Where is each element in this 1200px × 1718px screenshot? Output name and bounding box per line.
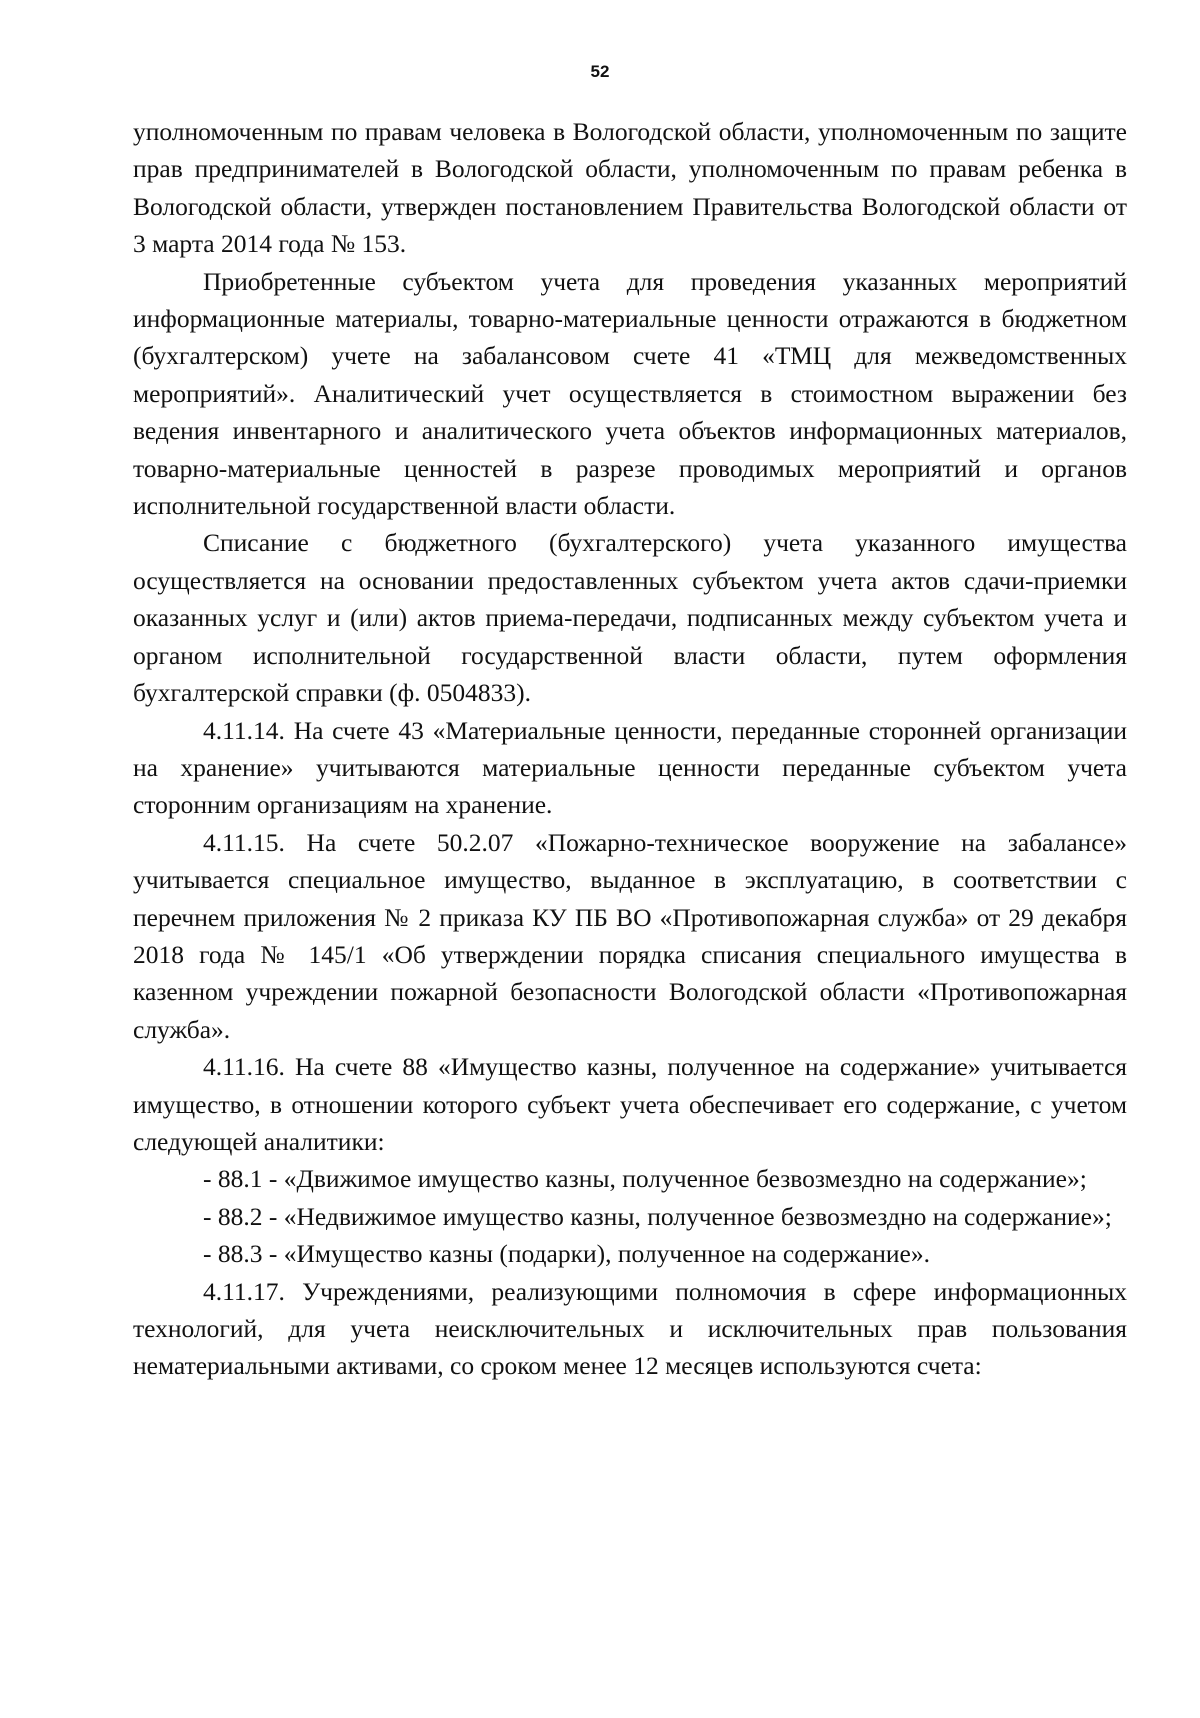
list-item-88-1: - 88.1 - «Движимое имущество казны, полученное безвозмездно на содержание»; [203, 1164, 1087, 1194]
document-body [133, 113, 1127, 1385]
list-item-88-3: - 88.3 - «Имущество казны (подарки), полученное на содержание». [203, 1239, 930, 1269]
paragraph-4-11-15: 4.11.15. На счете 50.2.07 «Пожарно-техническое вооружение на забалансе» учитывается специальное имущество, выданное в эксплуатацию, в соответствии с перечнем приложения № 2 приказа КУ ПБ ВО «Противопожарная служба» от 29 декабря 2018 года № 145/1 «Об утверждении порядка списания специального имущества в казенном учреждении пожарной безопасности Вологодской области «Противопожарная служба». [133, 827, 1127, 1044]
paragraph-acquired-materials: Приобретенные субъектом учета для проведения указанных мероприятий информационные материалы, товарно-материальные ценности отражаются в бюджетном (бухгалтерском) учете на забалансовом счете 41 «ТМЦ для межведомственных мероприятий». Аналитический учет осуществляется в стоимостном выражении без ведения инвентарного и аналитического учета объектов информационных материалов, товарно-материальные ценностей в разрезе проводимых мероприятий и органов исполнительной государственной власти области. [133, 266, 1127, 521]
list-item-88-2: - 88.2 - «Недвижимое имущество казны, полученное безвозмездно на содержание»; [203, 1201, 1112, 1231]
page-number: 52 [590, 62, 610, 81]
paragraph-continuation: уполномоченным по правам человека в Вологодской области, уполномоченным по защите прав предпринимателей в Вологодской области, уполномоченным по правам ребенка в Вологодской области, утвержден постановлением Правительства Вологодской области от 3 марта 2014 года № 153. [133, 117, 1127, 259]
paragraph-4-11-14: 4.11.14. На счете 43 «Материальные ценности, переданные сторонней организации на хранение» учитываются материальные ценности переданные субъектом учета сторонним организациям на хранение. [133, 715, 1127, 820]
paragraph-write-off: Списание с бюджетного (бухгалтерского) учета указанного имущества осуществляется на основании предоставленных субъектом учета актов сдачи-приемки оказанных услуг и (или) актов приема-передачи, подписанных между субъектом учета и органом исполнительной государственной власти области, путем оформления бухгалтерской справки (ф. 0504833). [133, 528, 1127, 708]
paragraph-4-11-16: 4.11.16. На счете 88 «Имущество казны, полученное на содержание» учитывается имущество, в отношении которого субъект учета обеспечивает его содержание, с учетом следующей аналитики: [133, 1052, 1127, 1156]
paragraph-4-11-17: 4.11.17. Учреждениями, реализующими полномочия в сфере информационных технологий, для учета неисключительных и исключительных прав пользования нематериальными активами, со сроком менее 12 месяцев используются счета: [133, 1276, 1127, 1381]
